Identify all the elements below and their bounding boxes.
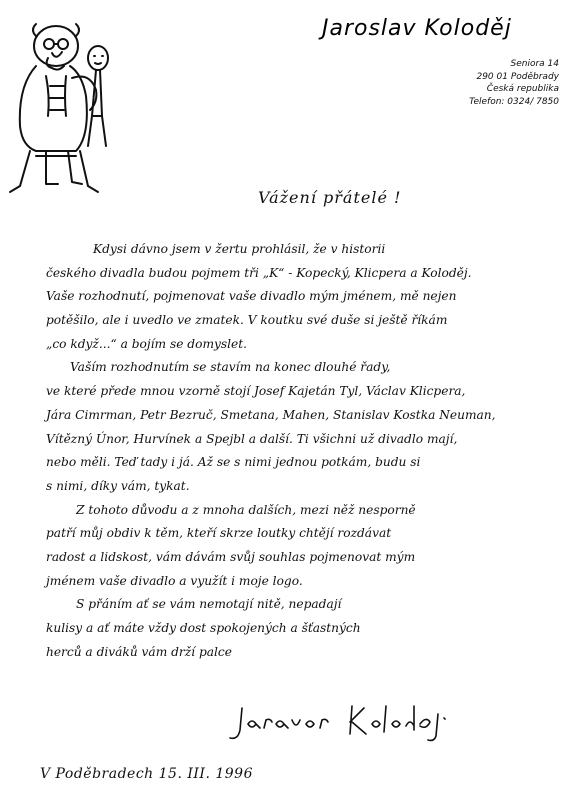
address-city: 290 01 Poděbrady	[476, 71, 559, 82]
puppeteer-logo-icon	[6, 6, 126, 196]
body-line: jménem vaše divadlo a využít i moje logo.	[46, 573, 303, 588]
body-line: českého divadla budou pojmem tři „K“ - Kopecký, Klicpera a Koloděj.	[46, 265, 472, 280]
body-line: radost a lidskost, vám dávám svůj souhlas pojmenovat mým	[46, 549, 416, 564]
body-line: Kdysi dávno jsem v žertu prohlásil, že v historii	[93, 242, 386, 256]
letter-greeting: Vážení přátelé !	[258, 188, 402, 207]
body-line: Vaším rozhodnutím se stavím na konec dlouhé řady,	[70, 360, 391, 375]
body-line: Z tohoto důvodu a z mnoha dalších, mezi něž nesporně	[76, 502, 416, 517]
body-line: „co když...“ a bojím se domyslet.	[46, 336, 248, 351]
body-line: patří můj obdiv k těm, kteří skrze loutky chtějí rozdávat	[46, 526, 392, 541]
body-line: herců a diváků vám drží palce	[46, 644, 232, 659]
body-line: S přáním ať se vám nemotají nitě, nepadají	[76, 597, 342, 612]
address-street: Seniora 14	[510, 59, 559, 69]
body-line: s nimi, díky vám, tykat.	[46, 478, 190, 493]
body-line: kulisy a ať máte vždy dost spokojených a šťastných	[46, 621, 361, 635]
handwritten-signature	[222, 700, 482, 745]
letter-body	[46, 238, 554, 664]
address-phone: Telefon: 0324/ 7850	[469, 96, 559, 107]
letterhead-address	[469, 58, 559, 108]
body-line: Vaše rozhodnutí, pojmenovat vaše divadlo mým jménem, mě nejen	[46, 289, 457, 304]
address-country: Česká republika	[486, 84, 559, 94]
body-line: Vítězný Únor, Hurvínek a Spejbl a další. Ti všichni už divadlo mají,	[46, 431, 458, 446]
body-line: potěšilo, ale i uvedlo ve zmatek. V koutku své duše si ještě říkám	[46, 313, 448, 328]
body-line: ve které přede mnou vzorně stojí Josef Kajetán Tyl, Václav Klicpera,	[46, 384, 466, 399]
letterhead-name: Jaroslav Koloděj	[322, 16, 512, 41]
body-line: Jára Cimrman, Petr Bezruč, Smetana, Mahen, Stanislav Kostka Neuman,	[46, 407, 496, 422]
letter-date: V Poděbradech 15. III. 1996	[40, 766, 253, 782]
body-line: nebo měli. Teď tady i já. Až se s nimi jednou potkám, budu si	[46, 455, 421, 470]
